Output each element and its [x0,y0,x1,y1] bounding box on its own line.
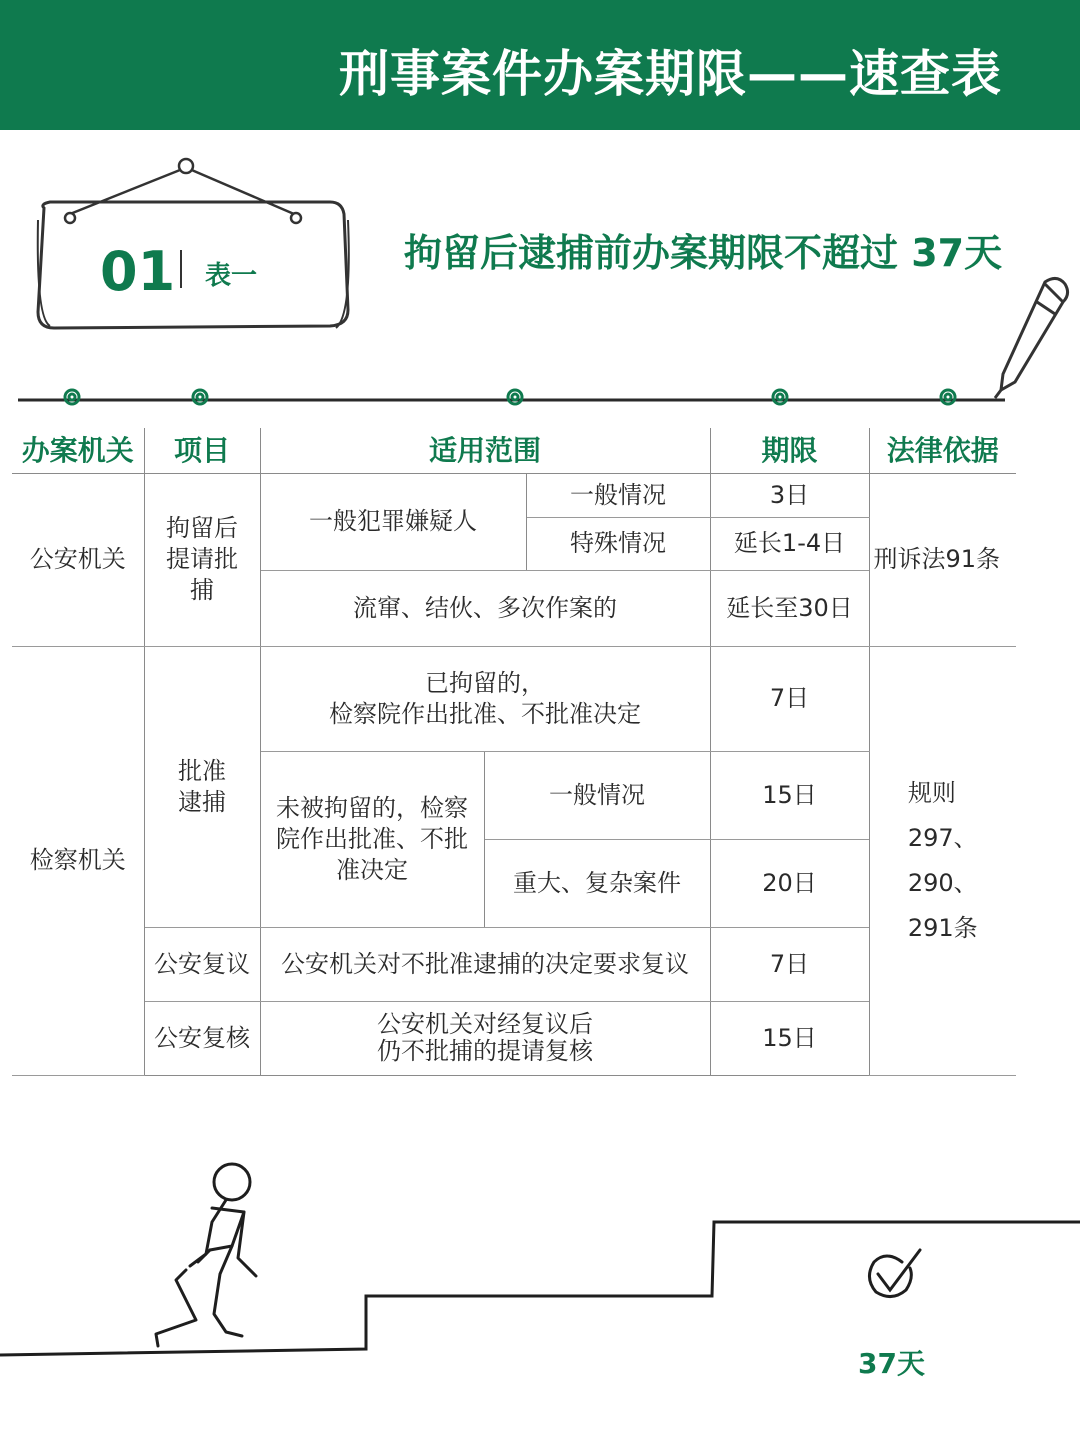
item-approve-arrest [144,646,260,927]
item-review: 公安复议 [144,927,260,1001]
term-general: 3日 [710,473,869,517]
scope-detained [260,646,710,751]
law-procuratorate-block [908,771,978,951]
term-review: 7日 [710,927,869,1001]
term-recheck: 15日 [710,1001,869,1075]
law-line: 297、 [907,823,978,852]
deadline-table [12,428,1016,1076]
divider-line [0,380,1020,420]
header-law: 法律依据 [869,428,1016,473]
header-scope: 适用范围 [260,428,710,473]
item-police-text: 拘留后提请批捕 [166,514,238,604]
item-approve-arrest-text: 批准逮捕 [178,756,226,816]
scope-gang: 流窜、结伙、多次作案的 [260,570,710,646]
hanging-sign-icon [30,150,360,340]
item-recheck: 公安复核 [144,1001,260,1075]
header-item: 项目 [144,428,260,473]
scope-recheck-line2: 仍不批捕的提请复核 [377,1037,594,1065]
scope-undetained [260,751,484,927]
term-gang: 延长至30日 [710,570,869,646]
check-circle-icon [869,1250,920,1297]
table-row [12,473,1016,517]
term-detained: 7日 [710,646,869,751]
scope-undetained-text: 未被拘留的，检察院作出批准、不批准决定 [276,793,468,884]
table-row [12,646,1016,751]
law-line: 291条 [907,913,978,942]
header-agency: 办案机关 [12,428,144,473]
walking-figure-icon [156,1164,256,1346]
scope-complex-case: 重大、复杂案件 [484,839,710,927]
section-subtitle: 拘留后逮捕前办案期限不超过 37天 [404,231,1003,275]
term-special: 延长1-4日 [710,517,869,570]
term-normal: 15日 [710,751,869,839]
term-complex: 20日 [710,839,869,927]
item-police [144,473,260,646]
agency-police: 公安机关 [12,473,144,646]
section-number: 01 [100,240,176,303]
law-police: 刑诉法91条 [869,473,1016,646]
law-line: 290、 [907,868,978,897]
scope-general-suspect: 一般犯罪嫌疑人 [260,473,526,570]
law-line: 规则 [907,778,956,807]
total-days-label: 37天 [858,1347,925,1380]
scope-review: 公安机关对不批准逮捕的决定要求复议 [260,927,710,1001]
scope-recheck-line1: 公安机关对经复议后 [377,1010,594,1038]
scope-recheck [260,1001,710,1075]
table-row [12,927,1016,1001]
scope-normal-case: 一般情况 [484,751,710,839]
section-label: 表一 [205,261,258,291]
law-procuratorate [869,646,1016,1075]
header-term: 期限 [710,428,869,473]
stairs-illustration [0,1150,1080,1429]
scope-detained-line1: 已拘留的， [425,668,546,697]
scope-detained-line2: 检察院作出批准、不批准决定 [329,699,642,728]
sign-divider [180,250,182,288]
table-header-row [12,428,1016,473]
scope-special-case: 特殊情况 [526,517,710,570]
agency-procuratorate: 检察机关 [12,646,144,1075]
page-title: 刑事案件办案期限——速查表 [339,45,1002,103]
header-banner [0,0,1080,130]
scope-general-case: 一般情况 [526,473,710,517]
table-row [12,1001,1016,1075]
